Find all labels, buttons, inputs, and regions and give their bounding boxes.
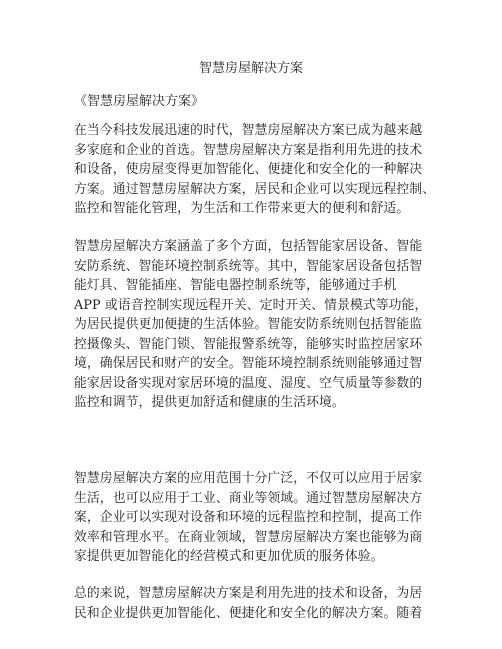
paragraph-line: 和设备，使房屋变得更加智能化、便捷化和安全化的一种解决 <box>74 162 423 177</box>
paragraph-components <box>74 237 434 413</box>
paragraph-intro <box>74 121 434 219</box>
paragraph-line: 监控和智能化管理，为生活和工作带来更大的便利和舒适。 <box>74 201 410 216</box>
paragraph-applications <box>74 469 434 567</box>
paragraph-line: 总的来说，智慧房屋解决方案是利用先进的技术和设备，为居 <box>74 586 423 601</box>
paragraph-line: 方案。通过智慧房屋解决方案，居民和企业可以实现远程控制、 <box>74 181 436 197</box>
paragraph-line: 民和企业提供更加智能化、便捷化和安全化的解决方案。随着 <box>74 605 423 621</box>
paragraph-line: 多家庭和企业的首选。智慧房屋解决方案是指利用先进的技术 <box>74 142 423 158</box>
paragraph-line: APP 或语音控制实现远程开关、定时开关、情景模式等功能， <box>74 297 428 313</box>
paragraph-line: 安防系统、智能环境控制系统等。其中，智能家居设备包括智 <box>74 258 423 274</box>
paragraph-line: 能灯具、智能插座、智能电器控制系统等，能够通过手机 <box>74 278 397 293</box>
document-subtitle: 《智慧房屋解决方案》 <box>74 94 205 109</box>
paragraph-line: 控摄像头、智能门锁、智能报警系统等，能够实时监控居家环 <box>74 336 423 352</box>
paragraph-line: 家提供更加智能化的经营模式和更加优质的服务体验。 <box>74 549 384 564</box>
paragraph-line: 效率和管理水平。在商业领域，智慧房屋解决方案也能够为商 <box>74 529 423 545</box>
paragraph-summary <box>74 584 434 623</box>
document-title: 智慧房屋解决方案 <box>198 61 303 76</box>
paragraph-line: 监控和调节，提供更加舒适和健康的生活环境。 <box>74 395 345 410</box>
paragraph-line: 案，企业可以实现对设备和环境的远程监控和控制，提高工作 <box>74 510 423 525</box>
paragraph-line: 能家居设备实现对家居环境的温度、湿度、空气质量等参数的 <box>74 375 423 391</box>
paragraph-line: 生活，也可以应用于工业、商业等领域。通过智慧房屋解决方 <box>74 490 423 506</box>
paragraph-line: 智慧房屋解决方案涵盖了多个方面，包括智能家居设备、智能 <box>74 239 423 254</box>
paragraph-line: 智慧房屋解决方案的应用范围十分广泛，不仅可以应用于居家 <box>74 471 423 486</box>
paragraph-line: 为居民提供更加便捷的生活体验。智能安防系统则包括智能监 <box>74 317 423 332</box>
paragraph-line: 境，确保居民和财产的安全。智能环境控制系统则能够通过智 <box>74 356 423 371</box>
paragraph-line: 在当今科技发展迅速的时代，智慧房屋解决方案已成为越来越 <box>74 123 423 138</box>
